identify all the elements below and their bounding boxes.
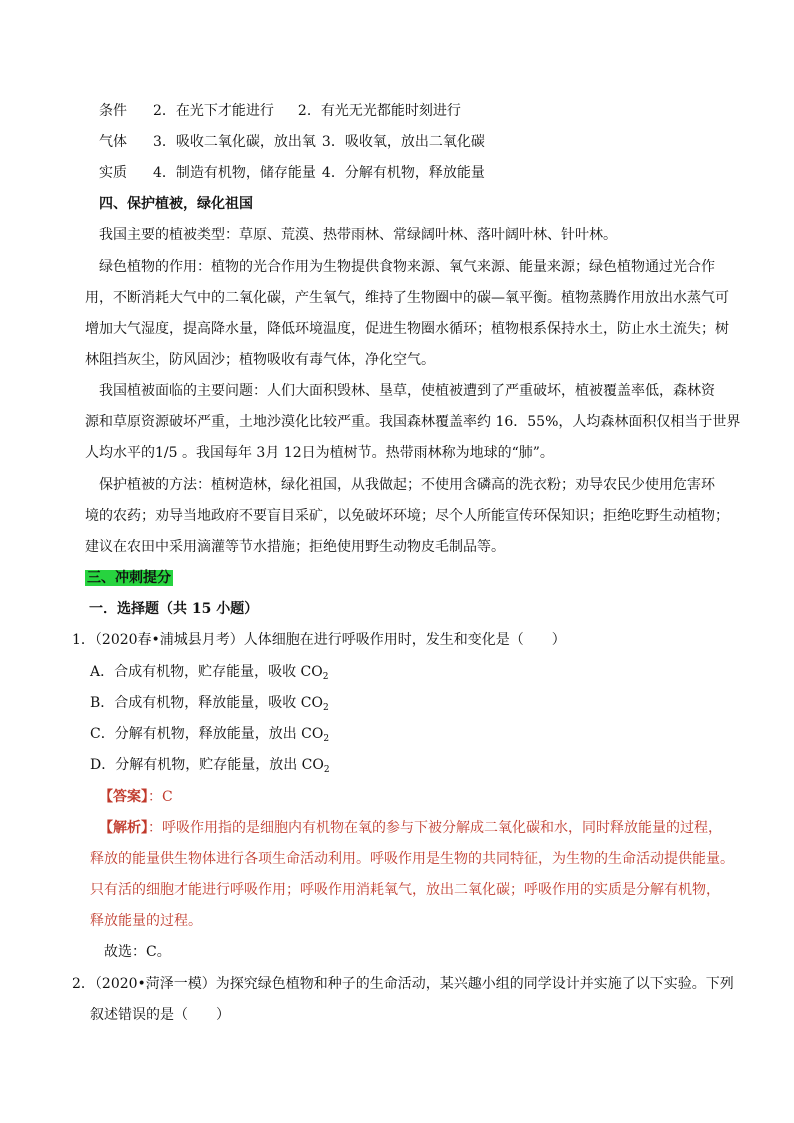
analysis-line: 释放的能量供生物体进行各项生命活动利用。呼吸作用是生物的共同特征，为生物的生命活动提供能量。 xyxy=(90,851,734,867)
paragraph-line: 用，不断消耗大气中的二氧化碳，产生氧气，维持了生物圈中的碳—氧平衡。植物蒸腾作用放出水蒸气可 xyxy=(85,290,729,306)
analysis-line: 只有活的细胞才能进行呼吸作用；呼吸作用消耗氧气，放出二氧化碳；呼吸作用的实质是分解有机物， xyxy=(90,882,720,898)
compare-left: 4．制造有机物，储存能量 xyxy=(153,165,316,181)
compare-row xyxy=(99,163,485,183)
compare-right: 4．分解有机物，释放能量 xyxy=(321,165,485,181)
option-c: C．分解有机物，释放能量，放出 $CO_2$ xyxy=(90,726,330,744)
compare-right: 2．有光无光都能时刻进行 xyxy=(297,103,461,119)
paragraph-line: 建议在农田中采用滴灌等节水措施；拒绝使用野生动物皮毛制品等。 xyxy=(85,539,505,555)
paragraph-line: 保护植被的方法：植树造林，绿化祖国，从我做起；不使用含磷高的洗衣粉；劝导农民少使用危害环 xyxy=(99,477,715,493)
compare-label: 实质 xyxy=(99,165,127,181)
option-d: D．分解有机物，贮存能量，放出 $CO_2$ xyxy=(90,757,330,775)
paragraph-line: 源和草原资源破坏严重，土地沙漠化比较严重。我国森林覆盖率约 16．55%，人均森林面积仅相当于世界 xyxy=(85,414,741,430)
option-a: A．合成有机物，贮存能量，吸收 $CO_2$ xyxy=(90,664,329,682)
analysis-line: 释放能量的过程。 xyxy=(90,913,202,929)
compare-label: 气体 xyxy=(99,134,127,150)
choose-answer: 故选：C。 xyxy=(104,944,171,960)
answer-value: ：C xyxy=(148,789,173,805)
option-b: B．合成有机物，释放能量，吸收 $CO_2$ xyxy=(90,695,329,713)
paragraph: 我国主要的植被类型：草原、荒漠、热带雨林、常绿阔叶林、落叶阔叶林、针叶林。 xyxy=(99,227,617,243)
paragraph-line: 我国植被面临的主要问题：人们大面积毁林、垦草，使植被遭到了严重破坏，植被覆盖率低，森林资 xyxy=(99,383,715,399)
compare-left: 3．吸收二氧化碳，放出氧 xyxy=(153,134,316,150)
paragraph-line: 增加大气湿度，提高降水量，降低环境温度，促进生物圈水循环；植物根系保持水土，防止水土流失；树 xyxy=(85,321,729,337)
highlighted-heading: 三、冲刺提分 xyxy=(87,570,171,586)
paragraph-line: 人均水平的1/5 。我国每年 3月 12日为植树节。热带雨林称为地球的“肺”。 xyxy=(85,445,554,461)
paragraph-line: 境的农药；劝导当地政府不要盲目采矿，以免破坏环境；尽个人所能宣传环保知识；拒绝吃野生动植物； xyxy=(85,508,729,524)
analysis-label: 【解析】 xyxy=(99,820,148,836)
question-stem: 1．（2020春•浦城县月考）人体细胞在进行呼吸作用时，发生和变化是（ ） xyxy=(72,632,566,648)
section-heading-highlight xyxy=(85,568,173,588)
analysis-line: 【解析】：呼吸作用指的是细胞内有机物在氧的参与下被分解成二氧化碳和水，同时释放能量的过程， xyxy=(99,820,722,836)
section-heading: 四、保护植被，绿化祖国 xyxy=(99,196,253,212)
paragraph-line: 林阻挡灰尘，防风固沙；植物吸收有毒气体，净化空气。 xyxy=(85,352,435,368)
compare-right: 3．吸收氧，放出二氧化碳 xyxy=(321,134,485,150)
compare-label: 条件 xyxy=(99,103,127,119)
compare-left: 2．在光下才能进行 xyxy=(153,103,274,119)
answer-label: 【答案】 xyxy=(99,789,148,805)
question-stem-continued: 叙述错误的是（ ） xyxy=(90,1007,230,1023)
compare-row xyxy=(99,101,461,121)
compare-row xyxy=(99,132,485,152)
paragraph-line: 绿色植物的作用：植物的光合作用为生物提供食物来源、氧气来源、能量来源；绿色植物通过光合作 xyxy=(99,259,715,275)
question-stem: 2．（2020•菏泽一模）为探究绿色植物和种子的生命活动，某兴趣小组的同学设计并实施了以下实验。下列 xyxy=(72,976,734,992)
answer xyxy=(99,787,173,807)
subsection-heading: 一．选择题（共 15 小题） xyxy=(89,601,259,617)
